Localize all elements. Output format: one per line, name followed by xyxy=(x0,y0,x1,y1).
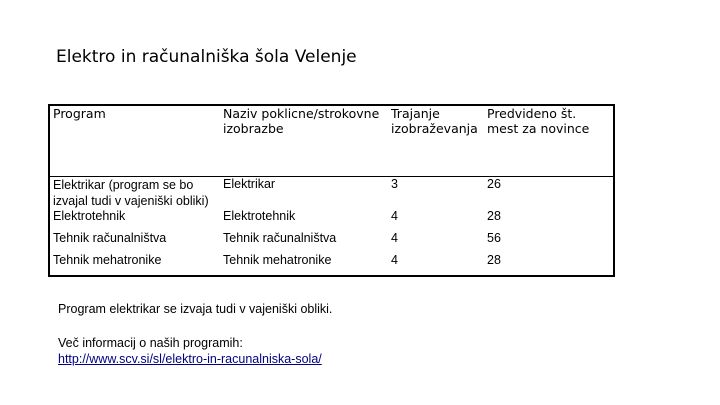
table-row xyxy=(49,231,614,253)
page-title: Elektro in računalniška šola Velenje xyxy=(56,47,357,67)
table-header-row xyxy=(49,105,614,177)
cell-program: Elektrotehnik xyxy=(53,209,126,223)
vajenisko-note: Program elektrikar se izvaja tudi v vajeniški obliki. xyxy=(58,302,333,316)
table-row xyxy=(49,177,614,210)
programs-table xyxy=(48,104,615,277)
cell-program: Elektrikar (program se bo izvajal tudi v vajeniški obliki) xyxy=(53,178,209,208)
cell-naziv: Elektrotehnik xyxy=(223,209,296,223)
table-row xyxy=(49,209,614,231)
header-trajanje: Trajanje izobraževanja xyxy=(388,105,484,177)
more-info xyxy=(58,335,322,367)
more-info-label: Več informacij o naših programih: xyxy=(58,336,243,350)
cell-naziv: Tehnik mehatronike xyxy=(223,253,332,267)
cell-trajanje: 4 xyxy=(391,209,398,223)
cell-mest: 28 xyxy=(487,209,501,223)
cell-trajanje: 4 xyxy=(391,253,398,267)
cell-mest: 28 xyxy=(487,253,501,267)
programs-link[interactable]: http://www.scv.si/sl/elektro-in-racunalniska-sola/ xyxy=(58,352,322,366)
table-row xyxy=(49,253,614,276)
cell-program: Tehnik mehatronike xyxy=(53,253,162,267)
cell-program: Tehnik računalništva xyxy=(53,231,167,245)
header-naziv: Naziv poklicne/strokovne izobrazbe xyxy=(220,105,388,177)
cell-naziv: Elektrikar xyxy=(223,177,276,191)
cell-mest: 56 xyxy=(487,231,501,245)
cell-naziv: Tehnik računalništva xyxy=(223,231,337,245)
cell-mest: 26 xyxy=(487,177,501,191)
header-program: Program xyxy=(49,105,220,177)
header-mest: Predvideno št. mest za novince xyxy=(484,105,614,177)
cell-trajanje: 4 xyxy=(391,231,398,245)
cell-trajanje: 3 xyxy=(391,177,398,191)
